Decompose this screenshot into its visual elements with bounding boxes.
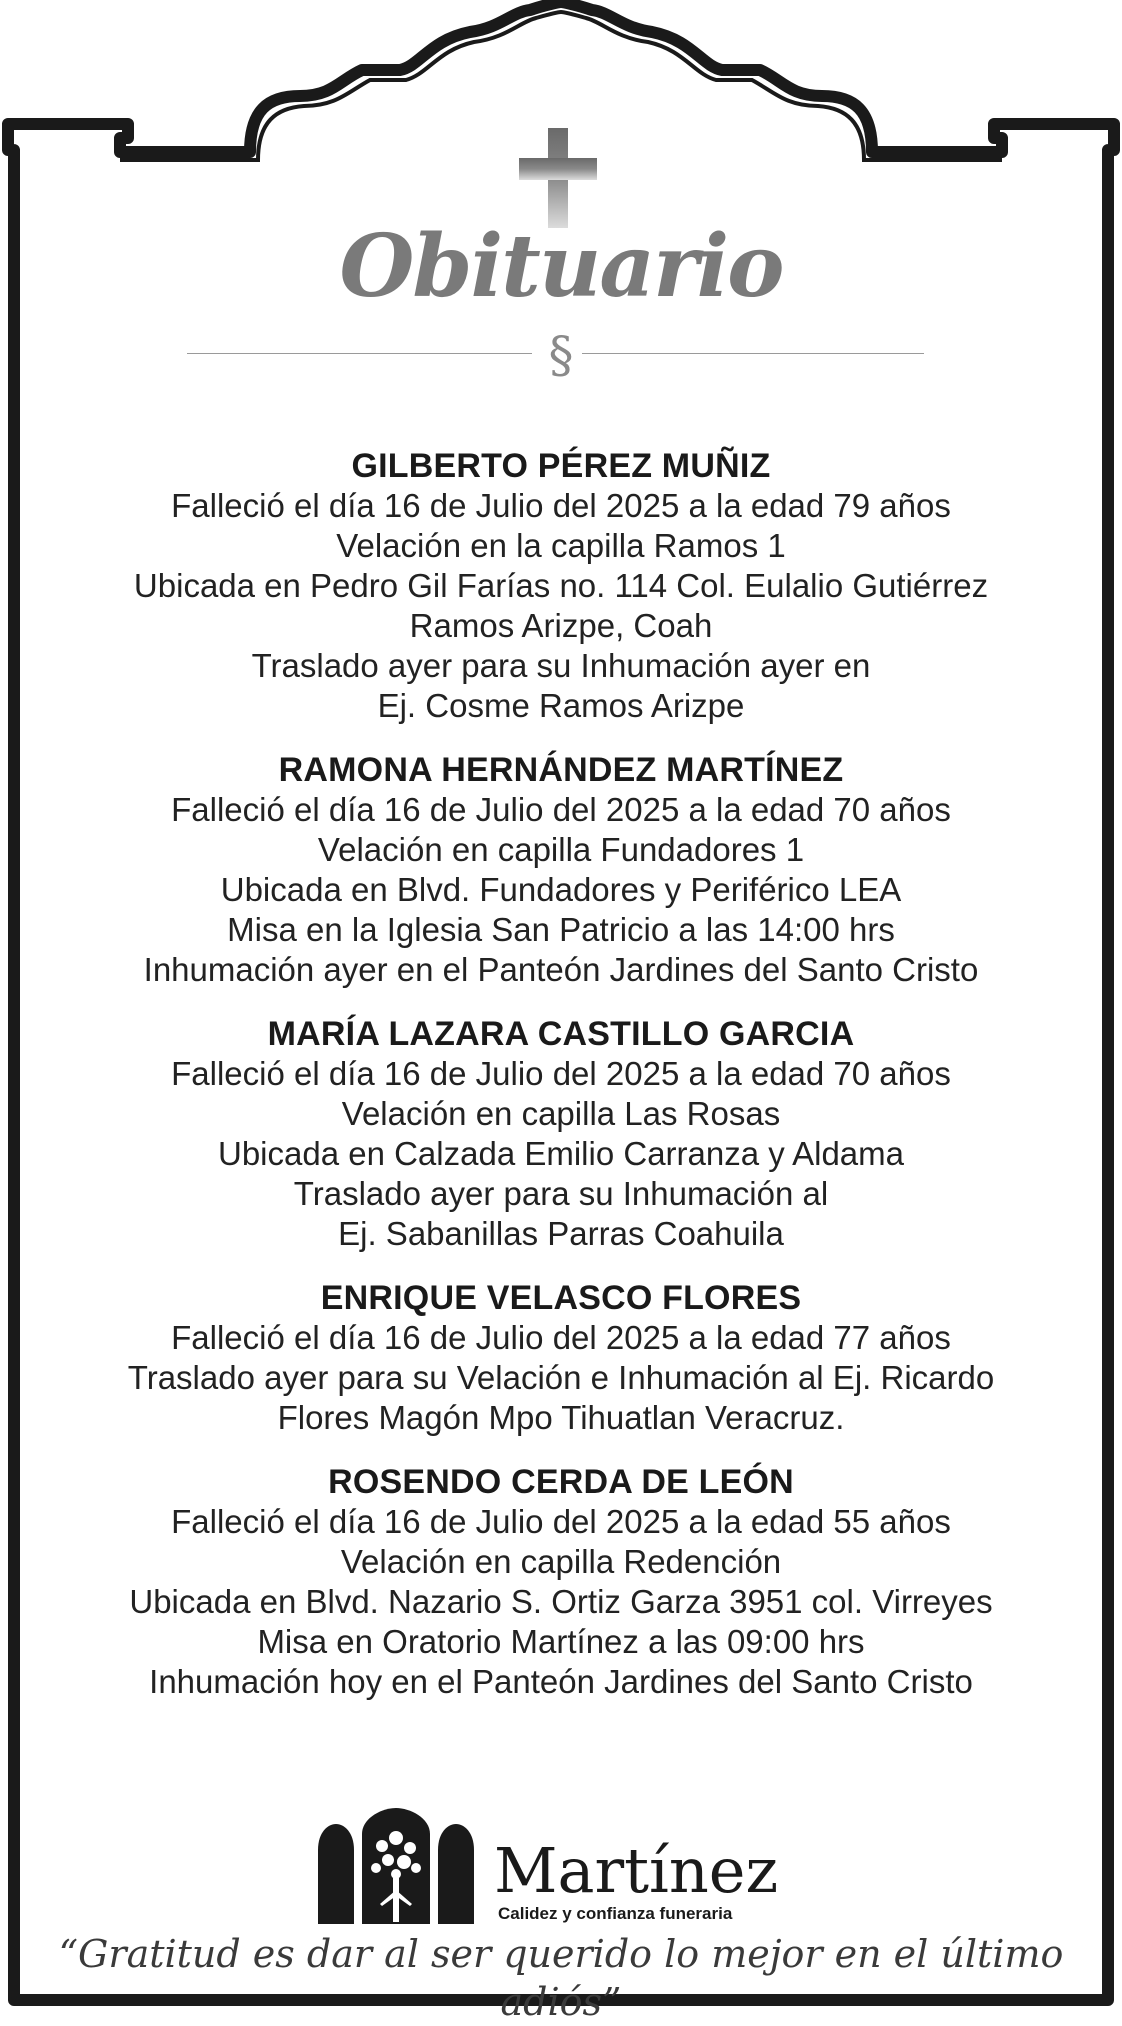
entry-line: Inhumación hoy en el Panteón Jardines del Santo Cristo [149, 1663, 973, 1700]
deceased-name: ENRIQUE VELASCO FLORES [320, 1279, 802, 1317]
deceased-name: GILBERTO PÉREZ MUÑIZ [351, 447, 771, 485]
entry-line: Falleció el día 16 de Julio del 2025 a la edad 77 años [171, 1319, 951, 1356]
entry-line: Misa en Oratorio Martínez a las 09:00 hrs [257, 1623, 865, 1660]
deceased-name: ROSENDO CERDA DE LEÓN [328, 1463, 794, 1501]
obituary-entry [40, 446, 1082, 726]
entry-line: Traslado ayer para su Velación e Inhumación al Ej. Ricardo [127, 1359, 995, 1396]
obituary-entry [40, 1278, 1082, 1438]
closing-quote: “Gratitud es dar al ser querido lo mejor en el último adiós” [58, 1932, 1064, 2024]
entry-line: Velación en capilla Fundadores 1 [317, 831, 805, 868]
entry-line: Traslado ayer para su Inhumación al [293, 1175, 829, 1212]
entry-line: Flores Magón Mpo Tihuatlan Veracruz. [277, 1399, 845, 1436]
entry-line: Inhumación ayer en el Panteón Jardines del Santo Cristo [143, 951, 979, 988]
divider-right [582, 353, 924, 354]
ornament-icon: § [548, 326, 574, 384]
entry-line: Falleció el día 16 de Julio del 2025 a la edad 70 años [171, 1055, 951, 1092]
obituary-list [40, 446, 1082, 1726]
divider-left [187, 353, 532, 354]
obituary-entry [40, 1462, 1082, 1702]
entry-line: Ubicada en Pedro Gil Farías no. 114 Col. Eulalio Gutiérrez [133, 567, 989, 604]
entry-line: Velación en la capilla Ramos 1 [336, 527, 786, 564]
entry-line: Falleció el día 16 de Julio del 2025 a la edad 55 años [171, 1503, 951, 1540]
entry-line: Ubicada en Calzada Emilio Carranza y Aldama [217, 1135, 904, 1172]
entry-line: Falleció el día 16 de Julio del 2025 a la edad 79 años [171, 487, 951, 524]
logo-tagline: Calidez y confianza funeraria [498, 1904, 733, 1923]
deceased-name: MARÍA LAZARA CASTILLO GARCIA [267, 1015, 855, 1053]
deceased-name: RAMONA HERNÁNDEZ MARTÍNEZ [278, 751, 844, 789]
cross-icon [519, 128, 597, 228]
entry-line: Ubicada en Blvd. Nazario S. Ortiz Garza 3951 col. Virreyes [129, 1583, 993, 1620]
entry-line: Velación en capilla Redención [340, 1543, 782, 1580]
page-title: Obituario [339, 216, 783, 317]
entry-line: Velación en capilla Las Rosas [341, 1095, 781, 1132]
entry-line: Traslado ayer para su Inhumación ayer en [251, 647, 871, 684]
obituary-entry [40, 1014, 1082, 1254]
entry-line: Ubicada en Blvd. Fundadores y Periférico LEA [220, 871, 902, 908]
entry-line: Ej. Cosme Ramos Arizpe [377, 687, 745, 724]
logo-wordmark: Martínez [494, 1834, 779, 1907]
entry-line: Falleció el día 16 de Julio del 2025 a la edad 70 años [171, 791, 951, 828]
obituary-entry [40, 750, 1082, 990]
entry-line: Ej. Sabanillas Parras Coahuila [338, 1215, 784, 1252]
entry-line: Ramos Arizpe, Coah [409, 607, 713, 644]
entry-line: Misa en la Iglesia San Patricio a las 14:00 hrs [227, 911, 895, 948]
